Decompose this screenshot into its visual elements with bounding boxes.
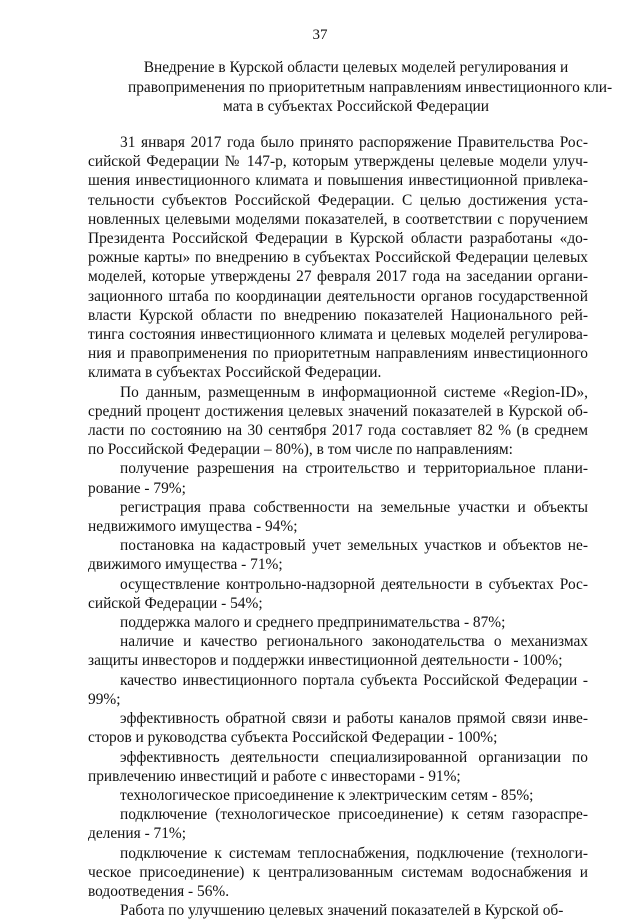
list-item: получение разрешения на строительство и территориальное планирование - 79%; bbox=[88, 460, 588, 497]
list-item: эффективность деятельности специализированной организации по привлечению инвестиций и работе с инвесторами - 91%; bbox=[88, 748, 588, 785]
title-line: мата в субъектах Российской Федерации bbox=[222, 98, 490, 115]
title-line: правоприменения по приоритетным направлениям инвестиционного кли- bbox=[128, 78, 613, 96]
list-item: подключение (технологическое присоединение) к сетям газораспределения - 71%; bbox=[88, 806, 588, 843]
title-line: Внедрение в Курской области целевых моделей регулирования и bbox=[143, 59, 569, 76]
document-body bbox=[88, 133, 588, 920]
page-number: 37 bbox=[312, 27, 328, 43]
list-item: регистрация права собственности на земельные участки и объекты недвижимого имущества - 94%; bbox=[88, 498, 588, 536]
list-item: поддержка малого и среднего предпринимательства - 87%; bbox=[120, 614, 506, 632]
list-item: наличие и качество регионального законодательства о механизмах защиты инвесторов и поддержки инвестиционной деятельности - 100%; bbox=[88, 633, 588, 670]
list-item: технологическое присоединение к электрическим сетям - 85%; bbox=[120, 786, 534, 804]
list-item: постановка на кадастровый учет земельных участков и объектов недвижимого имущества - 71%; bbox=[88, 537, 588, 574]
paragraph: По данным, размещенным в информационной системе «Region-ID», средний процент достижения целевых значений показателей в Курской области по состоянию на 30 сентября 2017 года составляет 82 % (в среднем по Российской Федерации – 80%), в том числе по направлениям: bbox=[88, 383, 588, 459]
list-item: подключение к системам теплоснабжения, подключение (технологическое присоединение) к централизованным системам водоснабжения и водоотведения - 56%. bbox=[88, 844, 588, 900]
list-item: качество инвестиционного портала субъекта Российской Федерации - 99%; bbox=[88, 671, 588, 708]
section-title bbox=[128, 58, 613, 117]
list-item: осуществление контрольно-надзорной деятельности в субъектах Российской Федерации - 54%; bbox=[88, 575, 588, 612]
list-item: эффективность обратной связи и работы каналов прямой связи инвесторов и руководства субъекта Российской Федерации - 100%; bbox=[88, 710, 588, 747]
paragraph: 31 января 2017 года было принято распоряжение Правительства Российской Федерации № 147-р, которым утверждены целевые модели улучшения инвестиционного климата и повышения инвестиционной привлекательности субъектов Российской Федерации. С целью достижения установленных целевыми моделями показателей, в соответствии с поручением Президента Российской Федерации в Курской области разработаны «дорожные карты» по внедрению в субъектах Российской Федерации целевых моделей, которые утверждены 27 февраля 2017 года на заседании организационного штаба по координации деятельности органов государственной власти Курской области по внедрению показателей Национального рейтинга состояния инвестиционного климата и целевых моделей регулирования и правоприменения по приоритетным направлениям инвестиционного климата в субъектах Российской Федерации. bbox=[88, 134, 588, 382]
paragraph: Работа по улучшению целевых значений показателей в Курской об- bbox=[120, 902, 564, 920]
